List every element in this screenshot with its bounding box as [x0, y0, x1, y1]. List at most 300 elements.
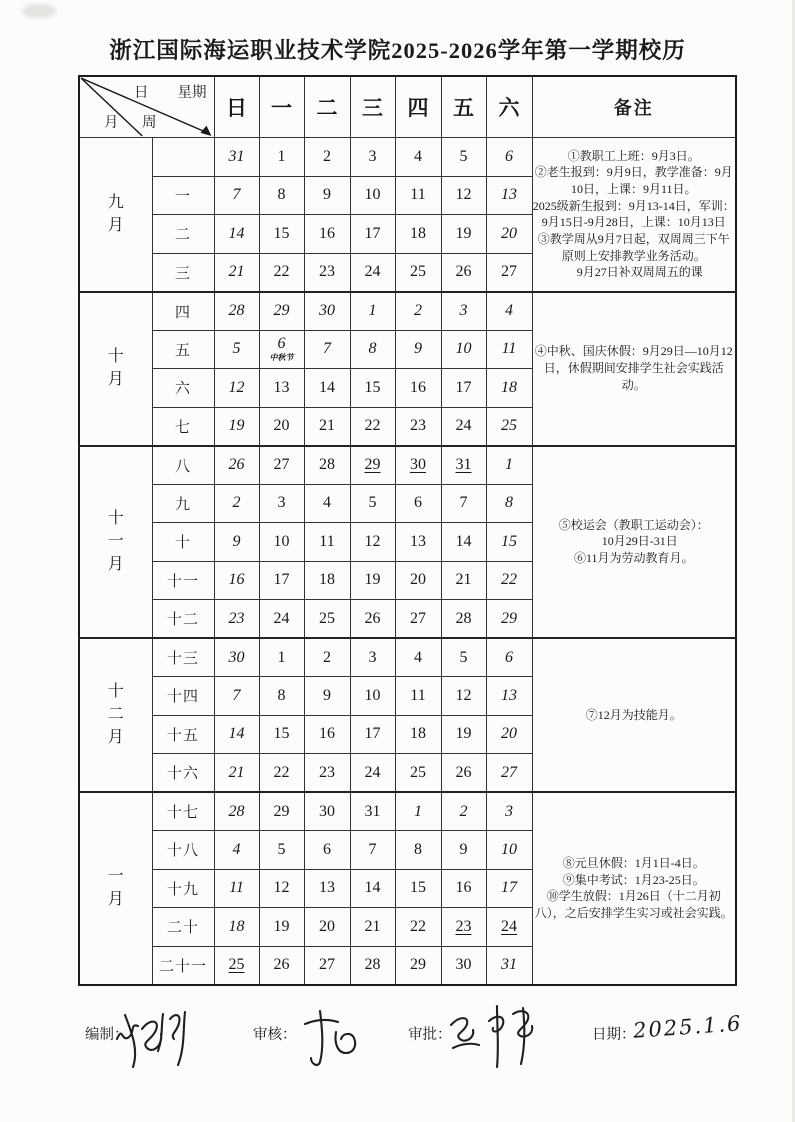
day-number: 27 — [273, 456, 290, 473]
day-cell — [259, 176, 304, 215]
day-cell — [304, 253, 350, 292]
day-cell — [486, 792, 532, 831]
day-number: 11 — [229, 879, 244, 897]
day-number: 23 — [319, 763, 335, 781]
month-label-char: 十 — [107, 348, 124, 365]
week-number: 十五 — [152, 715, 214, 754]
remark-line: ⑦12月为技能月。 — [585, 707, 682, 722]
day-cell — [259, 330, 304, 369]
day-cell — [214, 561, 259, 600]
day-cell — [350, 754, 395, 793]
day-cell — [214, 869, 259, 908]
day-cell — [304, 176, 350, 215]
day-cell — [350, 292, 395, 331]
day-number: 22 — [273, 263, 290, 280]
day-cell — [304, 484, 350, 523]
day-number: 12 — [455, 686, 472, 704]
remark-line: ⑥11月为劳动教育月。 — [573, 551, 694, 566]
day-cell — [486, 138, 532, 177]
day-number: 3 — [368, 147, 377, 165]
day-number: 7 — [232, 686, 241, 704]
week-number: 九 — [152, 484, 214, 523]
day-number: 28 — [228, 302, 245, 319]
day-cell — [259, 908, 304, 947]
month-label-char: 九 — [107, 193, 124, 211]
day-cell — [304, 677, 350, 716]
day-number: 23 — [228, 609, 245, 627]
day-cell — [441, 908, 486, 947]
day-cell — [304, 638, 350, 677]
day-cell — [304, 446, 350, 485]
day-cell — [214, 484, 259, 523]
day-cell — [486, 831, 532, 870]
day-cell — [259, 831, 304, 870]
day-number: 11 — [410, 186, 426, 204]
month-label-char: 一 — [107, 867, 124, 885]
day-number: 11 — [410, 686, 426, 704]
day-number: 25 — [501, 417, 517, 434]
week-number: 六 — [152, 369, 214, 408]
week-number: 十七 — [152, 792, 214, 831]
day-number: 9 — [323, 686, 331, 704]
day-number: 13 — [273, 378, 290, 396]
day-cell — [214, 253, 259, 292]
day-number: 5 — [459, 648, 468, 666]
day-number: 20 — [410, 571, 426, 589]
day-cell — [304, 792, 350, 831]
day-cell — [259, 484, 304, 523]
day-number: 6 — [505, 147, 513, 165]
day-number: 20 — [273, 417, 290, 434]
day-number: 8 — [414, 840, 422, 858]
day-cell — [441, 946, 486, 985]
day-cell — [395, 908, 441, 947]
day-number: 18 — [501, 378, 517, 396]
day-number: 24 — [273, 609, 290, 627]
day-cell — [214, 638, 259, 677]
week-number: 二十 — [152, 908, 214, 947]
day-number: 3 — [368, 648, 377, 666]
remark-line: 9月27日补双周周五的课 — [564, 265, 703, 280]
reviewed-by-label: 审核： — [253, 1027, 297, 1043]
day-number: 4 — [323, 494, 331, 512]
day-number: 13 — [501, 186, 517, 204]
day-cell — [214, 831, 259, 870]
day-cell — [304, 715, 350, 754]
day-cell — [350, 253, 395, 292]
day-number: 8 — [368, 340, 377, 358]
remark-line: 2025级新生报到：9月13-14日，军训：9月15日-9月28日，上课：10月13日 — [532, 198, 735, 230]
day-number: 24 — [501, 917, 517, 935]
day-cell — [486, 215, 532, 254]
month-label — [79, 792, 152, 985]
day-cell — [441, 330, 486, 369]
weekday-header-wed: 三 — [350, 76, 395, 138]
day-cell — [214, 600, 259, 639]
day-number: 1 — [277, 648, 286, 666]
day-number: 17 — [501, 879, 517, 897]
day-cell — [441, 215, 486, 254]
day-cell — [395, 176, 441, 215]
day-number: 6 — [505, 648, 513, 666]
day-number: 2 — [459, 802, 468, 820]
day-cell — [395, 715, 441, 754]
day-number: 20 — [319, 917, 335, 935]
day-number: 16 — [455, 879, 472, 897]
remark-line: ⑧元旦休假：1月1日-4日。 — [562, 855, 705, 870]
day-cell — [486, 715, 532, 754]
day-number: 5 — [368, 494, 377, 512]
day-cell — [214, 292, 259, 331]
day-cell — [259, 253, 304, 292]
day-number: 15 — [501, 532, 517, 550]
day-cell — [259, 561, 304, 600]
day-cell — [486, 908, 532, 947]
week-number: 十一 — [152, 561, 214, 600]
month-label — [79, 138, 152, 292]
month-label — [79, 638, 152, 792]
remarks-cell — [532, 292, 736, 446]
day-cell — [304, 754, 350, 793]
day-number: 7 — [368, 840, 377, 858]
day-number: 15 — [273, 224, 290, 242]
day-cell — [304, 292, 350, 331]
day-number: 21 — [455, 571, 472, 589]
day-cell — [350, 831, 395, 870]
day-cell — [259, 215, 304, 254]
day-number: 22 — [501, 571, 517, 589]
day-cell — [486, 677, 532, 716]
day-number: 11 — [501, 340, 517, 358]
day-number: 14 — [455, 532, 472, 550]
day-cell — [304, 369, 350, 408]
day-cell — [259, 677, 304, 716]
week-number: 四 — [152, 292, 214, 331]
day-cell — [486, 638, 532, 677]
day-number: 15 — [273, 725, 290, 743]
day-cell — [395, 561, 441, 600]
day-cell — [214, 446, 259, 485]
day-number: 3 — [505, 802, 513, 820]
day-cell — [259, 369, 304, 408]
day-cell — [304, 215, 350, 254]
day-number: 1 — [368, 302, 377, 319]
day-cell — [214, 715, 259, 754]
day-cell — [259, 292, 304, 331]
day-cell — [441, 831, 486, 870]
week-number: 八 — [152, 446, 214, 485]
day-number: 9 — [232, 532, 241, 550]
day-number: 19 — [455, 725, 472, 743]
remark-line: ⑩学生放假：1月26日（十二月初八），之后安排学生实习或社会实践。 — [534, 889, 733, 920]
day-cell — [259, 600, 304, 639]
day-cell — [486, 523, 532, 562]
day-number: 20 — [501, 725, 517, 743]
day-cell — [395, 253, 441, 292]
month-label-char: 二 — [107, 706, 124, 723]
day-cell — [350, 638, 395, 677]
remark-line: ①教职工上班：9月3日。 — [567, 148, 700, 163]
day-number: 22 — [273, 763, 290, 781]
day-number: 29 — [364, 456, 381, 473]
day-number: 22 — [410, 917, 426, 935]
day-number: 9 — [414, 340, 422, 358]
month-label — [79, 446, 152, 639]
day-number: 31 — [455, 456, 472, 473]
day-cell — [350, 869, 395, 908]
day-number: 6 — [323, 840, 331, 858]
day-number: 21 — [364, 917, 381, 935]
remarks-cell — [532, 138, 736, 292]
day-cell — [441, 869, 486, 908]
day-number: 30 — [319, 802, 335, 820]
day-cell — [395, 792, 441, 831]
day-number: 13 — [410, 532, 426, 550]
remark-line: ④中秋、国庆休假：9月29日—10月12日，休假期间安排学生社会实践活动。 — [534, 344, 733, 392]
day-cell — [304, 600, 350, 639]
day-number: 2 — [232, 494, 241, 512]
day-cell — [350, 330, 395, 369]
day-number: 4 — [505, 302, 513, 319]
day-number: 27 — [410, 609, 426, 627]
day-number: 5 — [232, 340, 241, 358]
day-number: 31 — [364, 802, 381, 820]
day-number: 3 — [277, 494, 286, 512]
day-number: 30 — [319, 302, 335, 319]
week-number: 十 — [152, 523, 214, 562]
day-cell — [350, 369, 395, 408]
day-number: 15 — [364, 378, 381, 396]
month-label-char: 月 — [107, 890, 124, 908]
day-number: 25 — [228, 956, 245, 973]
day-cell — [486, 600, 532, 639]
month-label-char: 一 — [107, 532, 124, 550]
day-number: 26 — [273, 956, 290, 973]
day-number: 14 — [319, 378, 335, 396]
week-number: 十九 — [152, 869, 214, 908]
week-number: 一 — [152, 176, 214, 215]
day-cell — [441, 561, 486, 600]
day-number: 23 — [410, 417, 426, 434]
day-number: 8 — [277, 686, 286, 704]
day-cell — [486, 176, 532, 215]
day-cell — [486, 754, 532, 793]
day-number: 24 — [364, 763, 381, 781]
day-cell — [441, 523, 486, 562]
day-number: 9 — [459, 840, 468, 858]
day-cell — [486, 330, 532, 369]
day-number: 26 — [455, 263, 472, 280]
day-number: 21 — [228, 263, 245, 280]
day-number: 8 — [277, 186, 286, 204]
day-number: 14 — [228, 224, 245, 242]
day-number: 12 — [364, 532, 381, 550]
day-cell — [395, 330, 441, 369]
day-cell — [395, 215, 441, 254]
day-number: 7 — [459, 494, 468, 512]
day-number: 27 — [501, 763, 517, 781]
day-number: 7 — [232, 186, 241, 204]
weekday-header-sat: 六 — [486, 76, 532, 138]
day-cell — [395, 407, 441, 446]
day-number: 29 — [501, 609, 517, 627]
day-cell — [214, 677, 259, 716]
day-cell — [259, 946, 304, 985]
day-cell — [441, 792, 486, 831]
weekday-header-fri: 五 — [441, 76, 486, 138]
day-number: 17 — [455, 378, 472, 396]
day-number: 30 — [410, 456, 426, 473]
day-number: 28 — [228, 802, 245, 820]
day-cell — [304, 946, 350, 985]
week-number: 二 — [152, 215, 214, 254]
day-cell — [395, 638, 441, 677]
week-number: 十四 — [152, 677, 214, 716]
day-number: 16 — [228, 571, 245, 589]
corner-label-weekday: 星期 — [177, 85, 207, 101]
day-number: 14 — [228, 725, 245, 743]
day-number: 18 — [410, 725, 426, 743]
day-cell — [214, 407, 259, 446]
day-cell — [304, 138, 350, 177]
day-number: 26 — [364, 609, 381, 627]
day-number: 18 — [228, 917, 245, 935]
day-number: 10 — [364, 186, 381, 204]
day-cell — [395, 677, 441, 716]
day-cell — [214, 215, 259, 254]
day-number: 2 — [323, 648, 331, 666]
day-cell — [441, 369, 486, 408]
day-cell — [304, 908, 350, 947]
day-cell — [441, 677, 486, 716]
day-number: 29 — [273, 302, 290, 319]
day-cell — [214, 946, 259, 985]
day-number: 5 — [277, 840, 286, 858]
weekday-header-tue: 二 — [304, 76, 350, 138]
day-cell — [214, 908, 259, 947]
remarks-cell — [532, 446, 736, 639]
day-number: 17 — [364, 725, 381, 743]
week-number: 三 — [152, 253, 214, 292]
day-number: 4 — [414, 147, 422, 165]
day-cell — [259, 869, 304, 908]
day-number: 17 — [273, 571, 290, 589]
day-number: 28 — [455, 609, 472, 627]
month-label-char: 月 — [107, 371, 124, 388]
day-cell — [350, 908, 395, 947]
day-number: 16 — [319, 224, 335, 242]
day-cell — [395, 869, 441, 908]
day-number: 25 — [410, 263, 426, 280]
day-cell — [350, 138, 395, 177]
day-number: 10 — [501, 840, 517, 858]
day-cell — [304, 330, 350, 369]
day-number: 8 — [505, 494, 513, 512]
day-cell — [395, 369, 441, 408]
day-cell — [486, 407, 532, 446]
weekday-header-thu: 四 — [395, 76, 441, 138]
signature-footer — [0, 1003, 795, 1078]
day-cell — [350, 946, 395, 985]
day-cell — [441, 446, 486, 485]
day-number: 19 — [228, 417, 245, 434]
remarks-header: 备注 — [532, 76, 736, 138]
corner-label-week: 周 — [142, 115, 157, 131]
day-number: 6 — [414, 494, 422, 512]
day-cell — [395, 292, 441, 331]
day-number: 12 — [228, 378, 245, 396]
day-cell — [259, 523, 304, 562]
day-number: 21 — [228, 763, 245, 781]
day-cell — [304, 831, 350, 870]
day-cell — [441, 638, 486, 677]
day-cell — [395, 946, 441, 985]
day-number: 12 — [273, 879, 290, 897]
day-cell — [350, 215, 395, 254]
day-number: 13 — [501, 686, 517, 704]
day-cell — [214, 792, 259, 831]
day-number: 16 — [319, 725, 335, 743]
day-number: 1 — [277, 147, 286, 165]
day-cell — [486, 561, 532, 600]
day-number: 7 — [323, 340, 331, 358]
month-label-char: 月 — [107, 729, 124, 746]
day-number: 18 — [319, 571, 335, 589]
week-number: 二十一 — [152, 946, 214, 985]
day-number: 22 — [364, 417, 381, 434]
day-cell — [486, 484, 532, 523]
day-cell — [304, 869, 350, 908]
remark-line: ③教学周从9月7日起，双周周三下午原则上安排教学业务活动。 — [537, 231, 730, 263]
day-number: 29 — [273, 802, 290, 820]
day-cell — [304, 523, 350, 562]
day-cell — [441, 715, 486, 754]
day-number: 1 — [505, 456, 513, 473]
day-number: 2 — [323, 147, 331, 165]
day-cell — [350, 600, 395, 639]
day-number: 26 — [228, 456, 245, 473]
week-number: 十六 — [152, 754, 214, 793]
day-number: 21 — [319, 417, 335, 434]
month-label — [79, 292, 152, 446]
day-cell — [214, 138, 259, 177]
corner-header-cell — [79, 76, 214, 138]
day-note: 中秋节 — [269, 353, 294, 363]
day-number: 6 — [277, 335, 286, 353]
day-cell — [395, 138, 441, 177]
week-number: 十三 — [152, 638, 214, 677]
day-cell — [259, 792, 304, 831]
day-number: 31 — [228, 147, 245, 165]
week-number: 十二 — [152, 600, 214, 639]
prepared-by-label: 编制： — [85, 1027, 129, 1043]
day-cell — [395, 831, 441, 870]
week-number — [152, 138, 214, 177]
day-number: 3 — [459, 302, 468, 319]
week-number: 五 — [152, 330, 214, 369]
day-cell — [395, 754, 441, 793]
month-label-char: 月 — [107, 216, 124, 234]
day-cell — [486, 253, 532, 292]
month-label-char: 月 — [107, 555, 124, 573]
remark-line: ②老生报到：9月9日，教学准备：9月10日，上课：9月11日。 — [534, 165, 733, 196]
day-cell — [441, 407, 486, 446]
day-cell — [214, 369, 259, 408]
month-label-char: 十 — [107, 683, 124, 700]
day-cell — [304, 561, 350, 600]
day-number: 27 — [501, 263, 517, 280]
day-number: 26 — [455, 763, 472, 781]
